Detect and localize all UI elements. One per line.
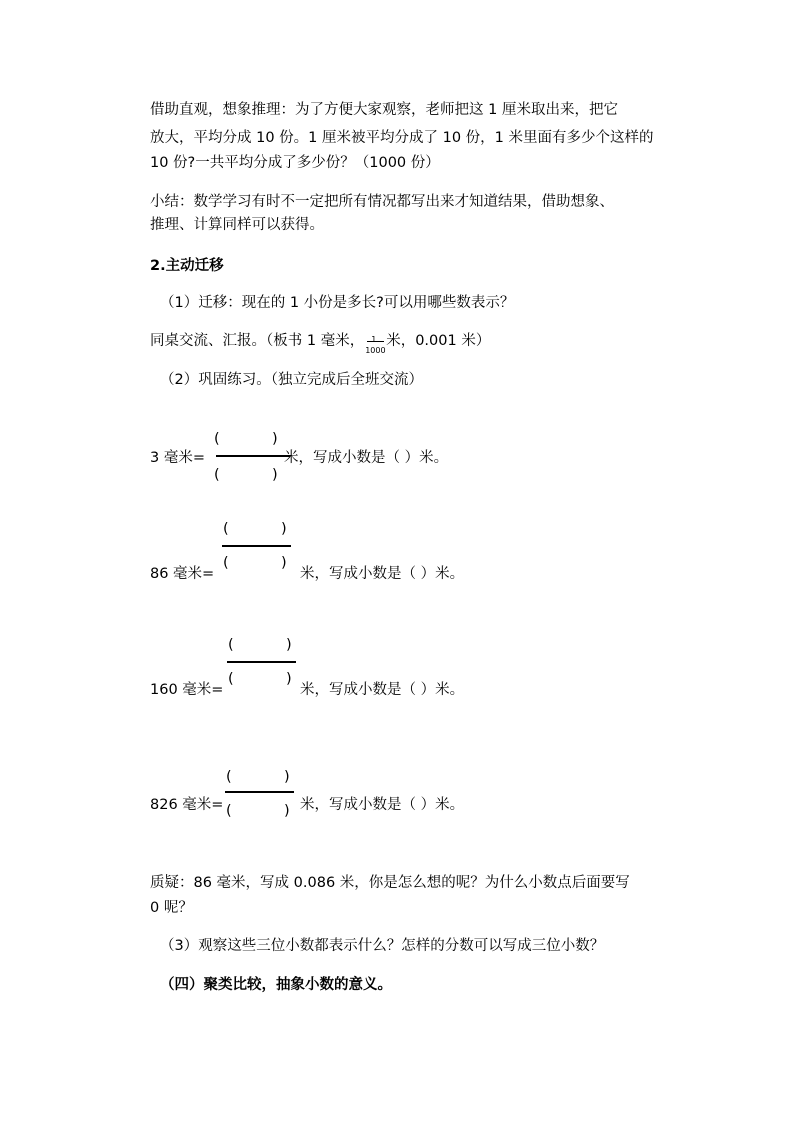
fraction-one-thousandth (364, 331, 386, 355)
blank-close-paren: ) (284, 769, 290, 785)
blank-close-paren: ) (286, 637, 292, 653)
blank-close-paren: ) (281, 555, 287, 571)
exercise-label: 826 毫米= (150, 797, 224, 813)
fraction-line (216, 455, 290, 457)
question-2: （2）巩固练习。（独立完成后全班交流） (160, 372, 423, 388)
blank-close-paren: ) (281, 521, 287, 537)
report-line (150, 331, 491, 355)
blank-open-paren: ( (214, 431, 220, 447)
blank-open-paren: ( (226, 769, 232, 785)
exercise-label: 3 毫米= (150, 450, 205, 466)
blank-close-paren: ) (284, 803, 290, 819)
exercise-suffix: 米，写成小数是（ ）米。 (300, 566, 465, 582)
summary-line: 推理、计算同样可以获得。 (150, 217, 324, 233)
blank-open-paren: ( (214, 467, 220, 483)
blank-open-paren: ( (226, 803, 232, 819)
section-heading: 2.主动迁移 (150, 258, 224, 274)
summary-line: 小结：数学学习有时不一定把所有情况都写出来才知道结果，借助想象、 (150, 194, 614, 210)
question-3: （3）观察这些三位小数都表示什么？怎样的分数可以写成三位小数？ (160, 938, 605, 954)
fraction-numerator: 1 (371, 335, 377, 344)
fraction-line (227, 661, 296, 663)
paragraph-line: 放大，平均分成 10 份。1 厘米被平均分成了 10 份，1 米里面有多少个这样的 (150, 130, 654, 146)
blank-open-paren: ( (223, 555, 229, 571)
question-1: （1）迁移：现在的 1 小份是多长?可以用哪些数表示？ (160, 295, 515, 311)
blank-close-paren: ) (286, 671, 292, 687)
blank-close-paren: ) (272, 467, 278, 483)
blank-open-paren: ( (228, 637, 234, 653)
question-line: 0 呢？ (150, 900, 193, 916)
fraction-line (225, 791, 294, 793)
blank-open-paren: ( (228, 671, 234, 687)
exercise-suffix: 米，写成小数是（ ）米。 (300, 682, 465, 698)
fraction-line (222, 545, 291, 547)
paragraph-line: 10 份?一共平均分成了多少份？（1000 份） (150, 155, 440, 171)
report-before: 同桌交流、汇报。（板书 1 毫米， (150, 333, 365, 349)
section-heading: （四）聚类比较，抽象小数的意义。 (160, 977, 392, 993)
blank-close-paren: ) (272, 431, 278, 447)
exercise-label: 160 毫米= (150, 682, 224, 698)
paragraph-line: 借助直观，想象推理：为了方便大家观察，老师把这 1 厘米取出来，把它 (150, 102, 618, 118)
exercise-suffix: 米，写成小数是（ ）米。 (284, 450, 449, 466)
exercise-suffix: 米，写成小数是（ ）米。 (300, 797, 465, 813)
fraction-denominator: 1000 (365, 346, 386, 355)
exercise-label: 86 毫米= (150, 566, 215, 582)
question-line: 质疑：86 毫米，写成 0.086 米，你是怎么想的呢？为什么小数点后面要写 (150, 875, 630, 891)
blank-open-paren: ( (223, 521, 229, 537)
report-after: 米，0.001 米） (386, 333, 491, 349)
